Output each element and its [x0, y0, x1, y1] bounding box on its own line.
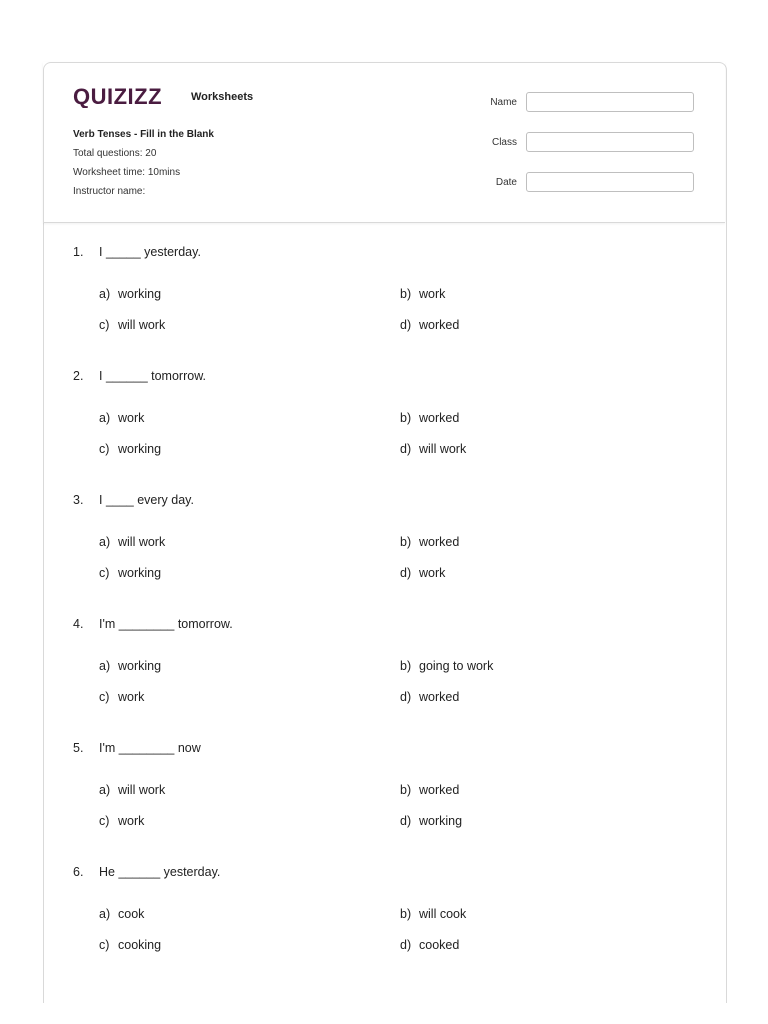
option-letter: c) [99, 318, 110, 332]
option-text: will work [419, 442, 467, 456]
question-text: I ______ tomorrow. [99, 369, 207, 383]
option-text: working [118, 566, 162, 580]
option-letter: b) [400, 907, 412, 921]
class-input[interactable] [526, 132, 694, 152]
worksheet-time: Worksheet time: 10mins [73, 167, 181, 178]
option-letter: b) [400, 287, 412, 301]
option-d[interactable] [400, 318, 459, 332]
worksheet-header [43, 62, 725, 223]
option-c[interactable] [99, 566, 161, 580]
option-d[interactable] [400, 690, 459, 704]
option-a[interactable] [99, 907, 144, 921]
question-stem [73, 617, 233, 631]
option-b[interactable] [400, 411, 459, 425]
option-text: cooking [118, 938, 162, 952]
option-d[interactable] [400, 938, 459, 952]
option-text: worked [419, 411, 460, 425]
option-text: cooked [419, 938, 460, 952]
option-text: work [118, 814, 145, 828]
question-5 [73, 741, 693, 865]
question-text: He ______ yesterday. [99, 865, 221, 879]
option-text: work [419, 566, 446, 580]
option-a[interactable] [99, 783, 165, 797]
option-a[interactable] [99, 287, 161, 301]
logo-subtitle: Worksheets [191, 91, 254, 103]
question-text: I'm ________ tomorrow. [99, 617, 233, 631]
option-a[interactable] [99, 659, 161, 673]
option-letter: b) [400, 411, 412, 425]
option-letter: d) [400, 938, 412, 952]
option-text: work [118, 690, 145, 704]
option-letter: c) [99, 690, 110, 704]
option-text: will cook [419, 907, 467, 921]
option-a[interactable] [99, 535, 165, 549]
option-text: working [118, 287, 162, 301]
question-number: 1. [73, 245, 84, 259]
option-b[interactable] [400, 783, 459, 797]
option-c[interactable] [99, 938, 161, 952]
option-letter: c) [99, 442, 110, 456]
question-list [73, 245, 693, 989]
name-input[interactable] [526, 92, 694, 112]
question-number: 3. [73, 493, 84, 507]
question-number: 5. [73, 741, 84, 755]
question-stem [73, 741, 201, 755]
quizizz-logo-icon [73, 84, 183, 108]
worksheet-title: Verb Tenses - Fill in the Blank [73, 129, 214, 140]
option-letter: d) [400, 442, 412, 456]
question-stem [73, 865, 220, 879]
option-b[interactable] [400, 907, 466, 921]
option-letter: a) [99, 783, 111, 797]
question-number: 6. [73, 865, 84, 879]
name-field-row [490, 90, 694, 114]
option-letter: d) [400, 318, 412, 332]
option-text: work [118, 411, 145, 425]
option-d[interactable] [400, 566, 445, 580]
option-text: going to work [419, 659, 494, 673]
question-3 [73, 493, 693, 617]
option-c[interactable] [99, 318, 165, 332]
option-text: will work [118, 318, 166, 332]
question-6 [73, 865, 693, 989]
option-text: working [118, 442, 162, 456]
option-letter: a) [99, 659, 111, 673]
option-b[interactable] [400, 535, 459, 549]
option-letter: a) [99, 907, 111, 921]
question-number: 4. [73, 617, 84, 631]
class-field-row [490, 130, 694, 154]
option-text: work [419, 287, 446, 301]
question-1 [73, 245, 693, 369]
worksheet-meta [73, 125, 214, 201]
question-text: I _____ yesterday. [99, 245, 201, 259]
option-c[interactable] [99, 690, 144, 704]
option-text: worked [419, 783, 460, 797]
option-letter: a) [99, 535, 111, 549]
option-letter: d) [400, 690, 412, 704]
name-label: Name [490, 96, 517, 108]
option-letter: c) [99, 566, 110, 580]
date-label: Date [495, 176, 517, 188]
question-stem [73, 493, 194, 507]
total-questions: Total questions: 20 [73, 148, 157, 159]
question-number: 2. [73, 369, 84, 383]
option-letter: d) [400, 814, 412, 828]
option-text: will work [118, 783, 166, 797]
option-b[interactable] [400, 287, 445, 301]
option-text: cook [118, 907, 145, 921]
option-d[interactable] [400, 442, 466, 456]
option-c[interactable] [99, 442, 161, 456]
question-stem [73, 245, 201, 259]
option-text: working [419, 814, 463, 828]
option-a[interactable] [99, 411, 144, 425]
question-text: I'm ________ now [99, 741, 201, 755]
option-text: worked [419, 318, 460, 332]
option-text: will work [118, 535, 166, 549]
date-input[interactable] [526, 172, 694, 192]
option-text: worked [419, 690, 460, 704]
option-text: working [118, 659, 162, 673]
quizizz-wordmark [73, 84, 183, 108]
option-text: worked [419, 535, 460, 549]
option-b[interactable] [400, 659, 493, 673]
option-letter: b) [400, 659, 412, 673]
option-letter: b) [400, 535, 412, 549]
option-letter: d) [400, 566, 412, 580]
option-letter: a) [99, 411, 111, 425]
date-field-row [490, 170, 694, 194]
option-letter: b) [400, 783, 412, 797]
option-c[interactable] [99, 814, 144, 828]
class-label: Class [491, 136, 517, 148]
instructor-name: Instructor name: [73, 186, 146, 197]
option-letter: a) [99, 287, 111, 301]
question-4 [73, 617, 693, 741]
question-stem [73, 369, 206, 383]
question-2 [73, 369, 693, 493]
option-letter: c) [99, 814, 110, 828]
svg-text:QUIZIZZ: QUIZIZZ [73, 84, 163, 108]
quizizz-logo [73, 84, 253, 108]
option-d[interactable] [400, 814, 462, 828]
question-text: I ____ every day. [99, 493, 194, 507]
student-fields [490, 90, 694, 210]
option-letter: c) [99, 938, 110, 952]
